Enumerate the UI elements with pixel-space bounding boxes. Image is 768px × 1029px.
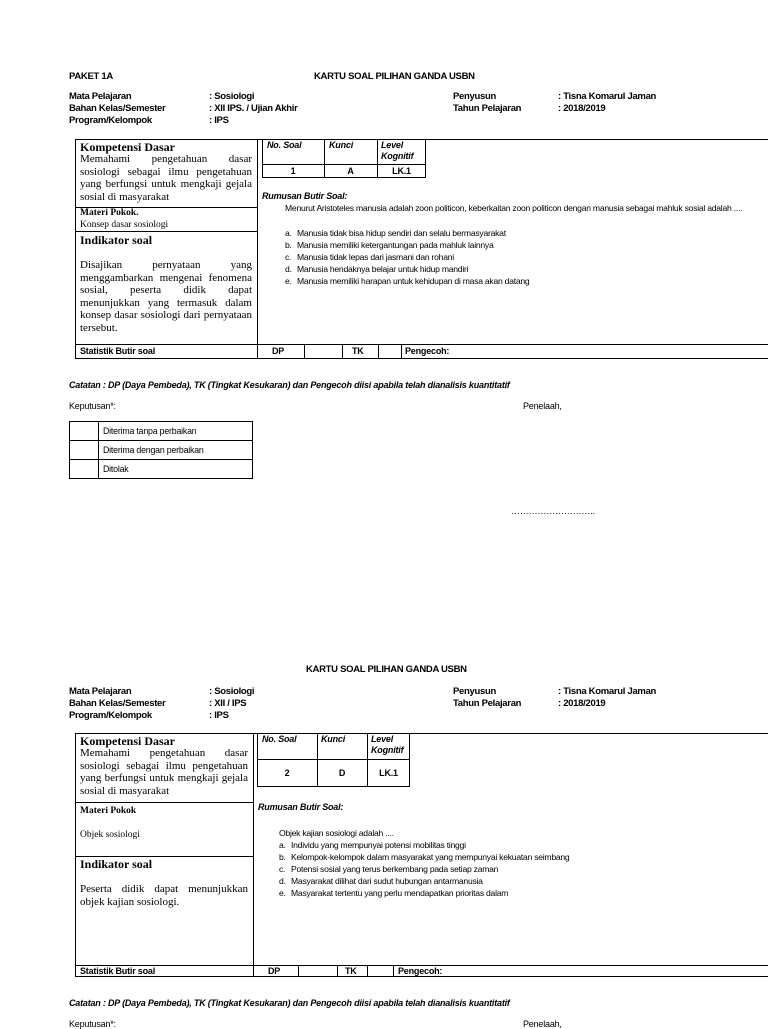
option-c: c. Potensi sosial yang terus berkembang pada setiap zaman xyxy=(279,864,499,874)
paket-label: PAKET 1A xyxy=(69,71,113,82)
dp-label: DP xyxy=(268,966,281,976)
statistik-label: Statistik Butir soal xyxy=(80,966,156,976)
decision-row xyxy=(70,441,253,460)
meta-label-kelas: Bahan Kelas/Semester xyxy=(69,103,166,114)
option-a: a. Individu yang mempunyai potensi mobilitas tinggi xyxy=(279,840,466,850)
decision-option-2: Diterima dengan perbaikan xyxy=(99,441,253,460)
meta-value-kelas: : XII IPS. / Ujian Akhir xyxy=(209,103,298,114)
option-e: e. Masyarakat tertentu yang perlu mendapatkan prioritas dalam xyxy=(279,888,509,898)
materi-text: Objek sosiologi xyxy=(80,830,140,840)
meta-label-penyusun: Penyusun xyxy=(453,686,496,697)
keputusan-label: Keputusan*: xyxy=(69,401,116,411)
kunci-value: D xyxy=(338,768,346,778)
decision-row xyxy=(70,460,253,479)
decision-checkbox-2[interactable] xyxy=(70,441,99,460)
no-soal-value: 1 xyxy=(290,166,296,176)
option-b: b. Manusia memiliki ketergantungan pada mahluk lainnya xyxy=(285,240,494,250)
materi-title: Materi Pokok. xyxy=(80,208,139,218)
meta-label-tahun: Tahun Pelajaran xyxy=(453,103,522,114)
meta-value-program: : IPS xyxy=(209,115,229,126)
decision-option-3: Ditolak xyxy=(99,460,253,479)
option-e: e. Manusia memiliki harapan untuk kehidupan di masa akan datang xyxy=(285,276,530,286)
option-d: d. Masyarakat dilihat dari sudut hubungan antarmanusia xyxy=(279,876,483,886)
penelaah-label: Penelaah, xyxy=(523,401,562,411)
col-level: Level Kognitif xyxy=(381,140,414,161)
tk-label: TK xyxy=(352,346,364,356)
meta-value-tahun: : 2018/2019 xyxy=(558,103,606,114)
level-value: LK.1 xyxy=(379,768,398,778)
materi-title: Materi Pokok xyxy=(80,806,137,816)
meta-value-penyusun: : Tisna Komarul Jaman xyxy=(558,91,657,102)
kompetensi-text: Memahami pengetahuan dasar sosiologi sebagai ilmu pengetahuan yang berfungsi untuk mengkaji gejala sosial di masyarakat xyxy=(80,153,252,203)
kompetensi-title: Kompetensi Dasar xyxy=(80,140,175,154)
meta-label-mapel: Mata Pelajaran xyxy=(69,91,132,102)
catatan-note: Catatan : DP (Daya Pembeda), TK (Tingkat Kesukaran) dan Pengecoh diisi apabila telah dianalisis kuantitatif xyxy=(69,998,510,1008)
pengecoh-label: Pengecoh: xyxy=(398,966,443,976)
meta-value-penyusun: : Tisna Komarul Jaman xyxy=(558,686,657,697)
kompetensi-text: Memahami pengetahuan dasar sosiologi sebagai ilmu pengetahuan yang berfungsi untuk mengkaji gejala sosial di masyarakat xyxy=(80,747,248,797)
meta-value-tahun: : 2018/2019 xyxy=(558,698,606,709)
card-title: KARTU SOAL PILIHAN GANDA USBN xyxy=(314,71,475,82)
option-b: b. Kelompok-kelompok dalam masyarakat yang mempunyai kekuatan seimbang xyxy=(279,852,570,862)
meta-label-kelas: Bahan Kelas/Semester xyxy=(69,698,166,709)
catatan-note: Catatan : DP (Daya Pembeda), TK (Tingkat Kesukaran) dan Pengecoh diisi apabila telah dianalisis kuantitatif xyxy=(69,380,510,390)
meta-label-penyusun: Penyusun xyxy=(453,91,496,102)
col-no-soal: No. Soal xyxy=(262,734,297,744)
materi-text: Konsep dasar sosiologi xyxy=(80,220,169,230)
meta-label-program: Program/Kelompok xyxy=(69,710,152,721)
meta-value-mapel: : Sosiologi xyxy=(209,91,255,102)
meta-label-program: Program/Kelompok xyxy=(69,115,152,126)
rumusan-label: Rumusan Butir Soal: xyxy=(262,191,348,201)
col-kunci: Kunci xyxy=(321,734,346,744)
decision-option-1: Diterima tanpa perbaikan xyxy=(99,422,253,441)
indikator-title: Indikator soal xyxy=(80,233,153,247)
decision-table xyxy=(69,421,253,479)
kunci-value: A xyxy=(347,166,354,176)
meta-label-tahun: Tahun Pelajaran xyxy=(453,698,522,709)
col-kunci: Kunci xyxy=(329,140,354,150)
penelaah-label: Penelaah, xyxy=(523,1019,562,1029)
kompetensi-title: Kompetensi Dasar xyxy=(80,734,175,748)
pengecoh-label: Pengecoh: xyxy=(405,346,450,356)
col-no-soal: No. Soal xyxy=(267,140,302,150)
dp-label: DP xyxy=(272,346,285,356)
no-soal-value: 2 xyxy=(284,768,290,778)
decision-checkbox-1[interactable] xyxy=(70,422,99,441)
statistik-label: Statistik Butir soal xyxy=(80,346,156,356)
option-a: a. Manusia tidak bisa hidup sendiri dan selalu bermasyarakat xyxy=(285,228,506,238)
meta-value-program: : IPS xyxy=(209,710,229,721)
meta-label-mapel: Mata Pelajaran xyxy=(69,686,132,697)
decision-row xyxy=(70,422,253,441)
card-title: KARTU SOAL PILIHAN GANDA USBN xyxy=(306,664,467,675)
level-value: LK.1 xyxy=(392,166,411,176)
meta-value-mapel: : Sosiologi xyxy=(209,686,255,697)
meta-value-kelas: : XII / IPS xyxy=(209,698,247,709)
option-d: d. Manusia hendaknya belajar untuk hidup mandiri xyxy=(285,264,469,274)
indikator-text: Peserta didik dapat menunjukkan objek kajian sosiologi. xyxy=(80,883,248,908)
question-stem: Menurut Aristoteles manusia adalah zoon politicon, keberkaitan zoon politicon dengan manusia sebagai mahluk sosial adalah .... xyxy=(285,203,743,213)
question-stem: Objek kajian sosiologi adalah .... xyxy=(279,828,394,838)
keputusan-label: Keputusan*: xyxy=(69,1019,116,1029)
indikator-title: Indikator soal xyxy=(80,857,153,871)
signature-dots: ……………………….. xyxy=(511,506,595,516)
tk-label: TK xyxy=(345,966,357,976)
rumusan-label: Rumusan Butir Soal: xyxy=(258,802,344,812)
decision-checkbox-3[interactable] xyxy=(70,460,99,479)
option-c: c. Manusia tidak lepas dari jasmani dan rohani xyxy=(285,252,454,262)
indikator-text: Disajikan pernyataan yang menggambarkan mengenai fenomena sosial, peserta didik dapat menunjukkan yang termasuk dalam konsep dasar sosiologi dari pernyataan tersebut. xyxy=(80,259,252,334)
col-level: Level Kognitif xyxy=(371,734,404,755)
